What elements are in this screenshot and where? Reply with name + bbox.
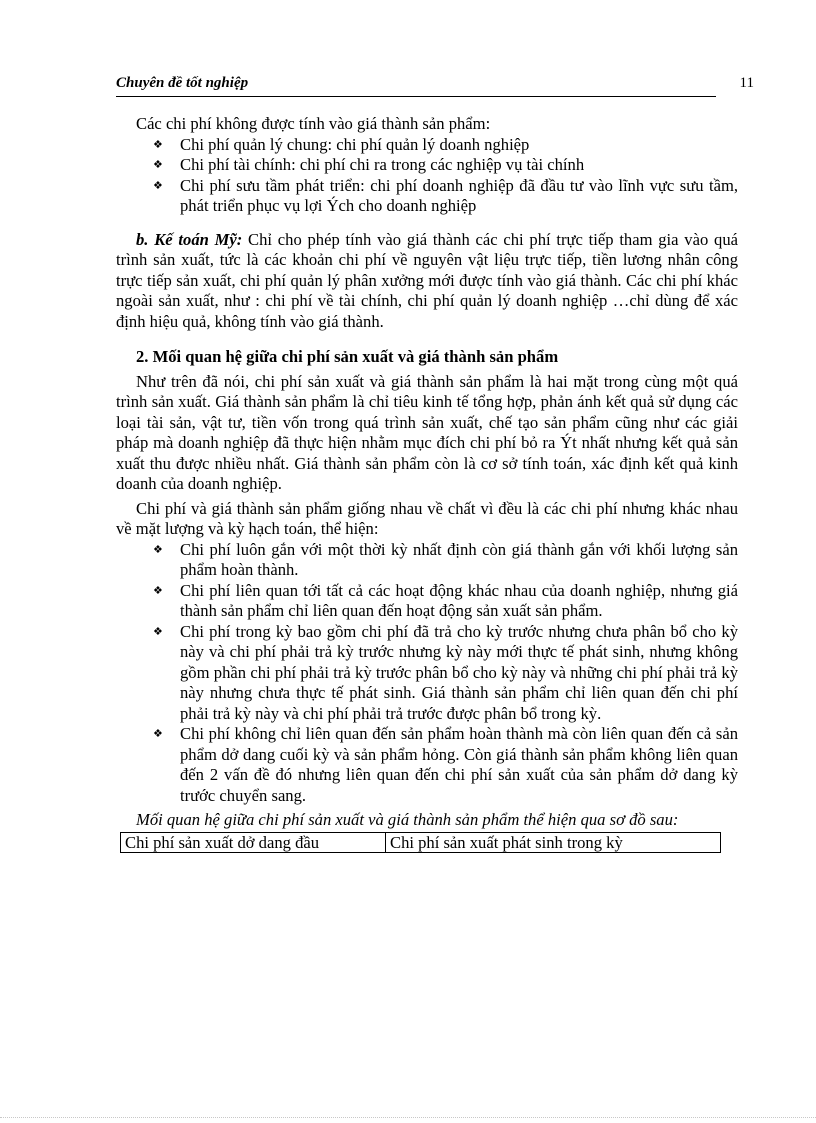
diamond-bullet-icon: ❖	[153, 625, 163, 638]
diamond-bullet-icon: ❖	[153, 728, 163, 740]
diamond-bullet-icon: ❖	[153, 584, 163, 597]
diamond-bullet-icon: ❖	[153, 179, 163, 192]
relationship-paragraph: Như trên đã nói, chi phí sản xuất và giá thành sản phẩm là hai mặt trong cùng một quá trình sản xuất. Giá thành sản phẩm là chỉ tiêu kinh tế tổng hợp, phản ánh kết quả sử dụng các loại tài sản, vật tư, tiền vốn trong quá trình sản xuất, chế tạo sản phẩm cũng như các giải pháp mà doanh nghiệp đã thực hiện nhằm mục đích chi phí bỏ ra Ýt nhất nhưng kết quả sản xuất thu được nhiều nhất. Giá thành sản phẩm còn là cơ sở tính toán, xác định kết quả kinh doanh của doanh nghiệp.	[116, 371, 738, 493]
diagram-caption: Mối quan hệ giữa chi phí sản xuất và giá thành sản phẩm thể hiện qua sơ đồ sau:	[136, 810, 679, 829]
list-item-text: Chi phí tài chính: chi phí chi ra trong các nghiệp vụ tài chính	[180, 155, 585, 174]
section-heading: 2. Mối quan hệ giữa chi phí sản xuất và giá thành sản phẩm	[136, 347, 559, 366]
list-item-text: Chi phí liên quan tới tất cả các hoạt động khác nhau của doanh nghiệp, nhưng giá thành sản phẩm chỉ liên quan đến hoạt động sản xuất sản phẩm.	[180, 580, 738, 620]
list-item-text: Chi phí sưu tầm phát triển: chi phí doanh nghiệp đã đầu tư vào lĩnh vực sưu tầm, phát triển phục vụ lợi Ých cho doanh nghiệp	[180, 175, 738, 215]
diamond-bullet-icon: ❖	[153, 159, 163, 171]
page-number: 11	[739, 75, 754, 91]
us-accounting-paragraph	[116, 230, 738, 333]
diamond-bullet-icon: ❖	[153, 138, 163, 151]
list-item	[153, 724, 738, 806]
document-body	[116, 114, 738, 853]
us-accounting-label: b. Kế toán Mỹ:	[136, 229, 243, 249]
diagram-cell-opening-wip: Chi phí sản xuất dở dang đầu	[121, 832, 386, 852]
header-title: Chuyên đề tốt nghiệp	[116, 75, 249, 91]
list-item	[153, 580, 738, 622]
list-item	[153, 134, 738, 156]
excluded-costs-intro: Các chi phí không được tính vào giá thành sản phẩm:	[136, 114, 491, 133]
list-item-text: Chi phí quản lý chung: chi phí quản lý doanh nghiệp	[180, 134, 530, 154]
us-accounting-text: Chỉ cho phép tính vào giá thành các chi phí trực tiếp tham gia vào quá trình sản xuất, tức là các khoản chi phí về nguyên vật liệu trực tiếp, tiền lương nhân công trực tiếp sản xuất, chi phí quản lý phân xưởng mới được tính vào giá thành. Các chi phí khác ngoài sản xuất, như : chi phí về tài chính, chi phí quản lý doanh nghiệp …chỉ dùng để xác định hiệu quả, không tính vào giá thành.	[116, 229, 738, 331]
page-bottom-rule	[0, 1117, 816, 1118]
list-item-text: Chi phí không chỉ liên quan đến sản phẩm hoàn thành mà còn liên quan đến cả sản phẩm dở dang cuối kỳ và sản phẩm hỏng. Còn giá thành sản phẩm không liên quan đến 2 vấn đề đó nhưng liên quan đến chi phí sản xuất của sản phẩm dở dang kỳ trước chuyển sang.	[180, 724, 738, 805]
cost-diagram	[120, 832, 721, 853]
differences-paragraph: Chi phí và giá thành sản phẩm giống nhau về chất vì đều là các chi phí nhưng khác nhau về mặt lượng và kỳ hạch toán, thể hiện:	[116, 498, 738, 538]
list-item-text: Chi phí luôn gắn với một thời kỳ nhất định còn giá thành gắn với khối lượng sản phẩm hoàn thành.	[180, 539, 738, 579]
differences-list	[116, 540, 738, 807]
list-item	[153, 155, 738, 176]
diamond-bullet-icon: ❖	[153, 543, 163, 556]
page-header	[116, 75, 756, 97]
header-rule	[116, 96, 716, 97]
excluded-costs-list	[116, 135, 738, 217]
list-item	[153, 539, 738, 581]
list-item	[153, 621, 738, 725]
list-item	[153, 175, 738, 217]
list-item-text: Chi phí trong kỳ bao gồm chi phí đã trả cho kỳ trước nhưng chưa phân bổ cho kỳ này và chi phí phải trả kỳ trước nhưng kỳ này mới thực tế phát sinh, nhưng không gồm phần chi phí phải trả kỳ trước phân bổ cho kỳ này và những chi phí phải trả kỳ này nhưng chưa thực tế phát sinh. Giá thành sản phẩm chỉ liên quan đến chi phí phải trả kỳ này và chi phí phải trả trước được phân bổ trong kỳ.	[180, 621, 738, 723]
diagram-cell-period-costs: Chi phí sản xuất phát sinh trong kỳ	[386, 832, 721, 852]
